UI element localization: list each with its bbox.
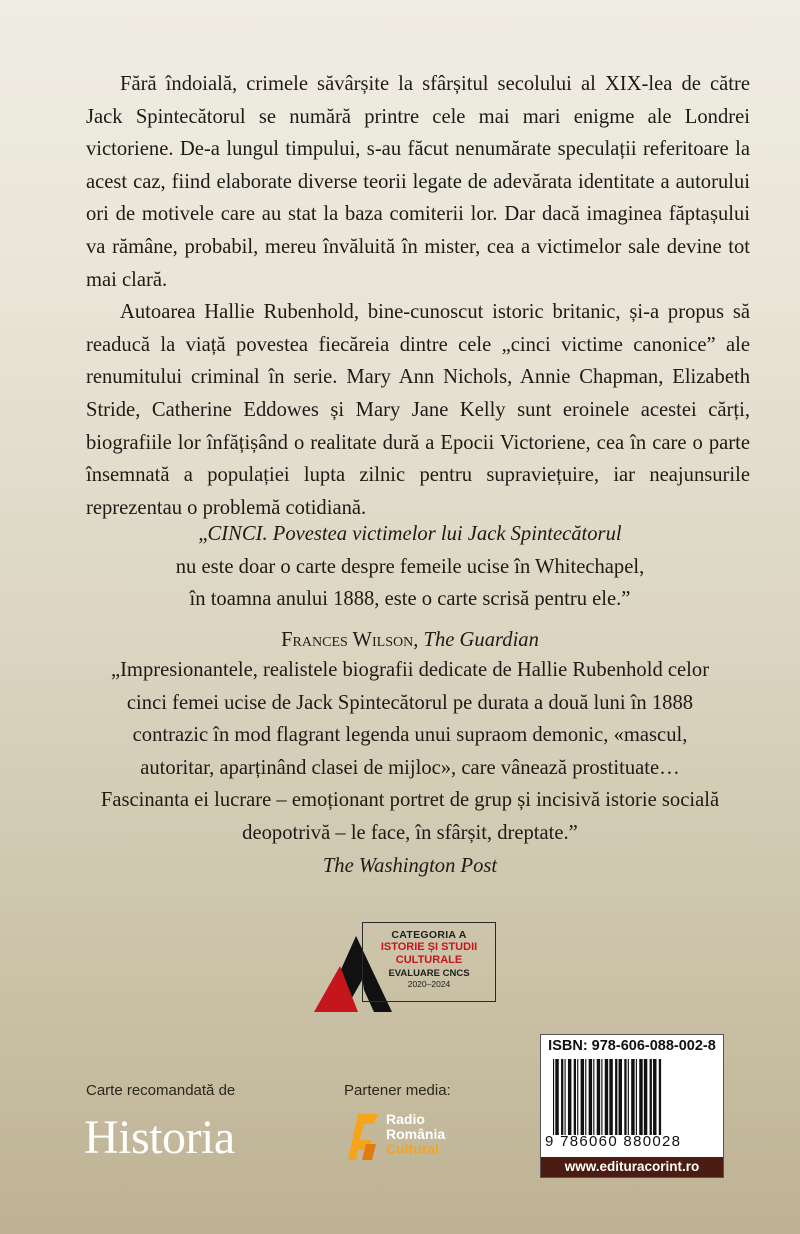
badge-field-1: ISTORIE ȘI STUDII [380,941,478,953]
quote2-line: cinci femei ucise de Jack Spintecătorul pe durata a două luni în 1888 [126,691,694,714]
quote2-line: Fascinanta ei lucrare – emoționant portret de grup și incisivă istorie socială [100,789,720,812]
radio-text [386,1112,445,1157]
quote1-book-title: CINCI. Povestea victimelor lui Jack Spintecătorul [207,523,622,545]
radio-romania-cultural-logo [344,1110,484,1164]
radio-word: Radio [386,1111,425,1127]
badge-field-2: CULTURALE [395,954,463,966]
quote1-open-mark: „ [198,523,208,545]
guardian-quote [80,518,740,656]
category-badge [312,922,512,1018]
quote1-line1 [80,518,740,551]
barcode-panel [540,1034,724,1178]
quote2-line: contrazic în mod flagrant legenda unui supraom demonic, «mascul, [132,724,688,747]
quote2-line: autoritar, aparținând clasei de mijloc», care vânează prostituate… [140,756,680,779]
paragraph-1: Fără îndoială, crimele săvârșite la sfârșitul secolului al XIX-lea de către Jack Spintecătorul se numără printre cele mai mari enigme ale Londrei victoriene. De-a lungul timpului, s-au făcut nenumărate speculații referitoare la acest caz, fiind elaborate diverse teorii legate de adevărata identitate a autorului ori de motivele care au stat la baza comiterii lor. Dar dacă imaginea făptașului va rămâne, probabil, mereu învăluită în mister, cea a victimelor sale devine tot mai clară. [86,73,750,291]
quote1-separator: , [413,628,424,651]
cultural-word: Cultural [386,1141,439,1157]
partner-label: Partener media: [344,1082,451,1099]
quote2-line: deopotrivă – le face, în sfârșit, dreptate.” [242,821,578,844]
quote1-source: The Guardian [423,628,539,651]
paragraph-2: Autoarea Hallie Rubenhold, bine-cunoscut istoric britanic, și-a propus să readucă la viață povestea fiecăreia dintre cele „cinci victime canonice” ale renumitului criminal în serie. Mary Ann Nichols, Annie Chapman, Elizabeth Stride, Catherine Eddowes și Mary Jane Kelly sunt eroinele acestei cărți, biografiile lor înfățișând o realitate dură a Epocii Victoriene, cea în care o parte însemnată a populației lupta zilnic pentru supraviețuire, iar neajunsurile reprezentau o problemă cotidiană. [86,301,750,519]
badge-years: 2020–2024 [407,979,451,989]
quote1-line3: în toamna anului 1888, este o carte scrisă pentru ele.” [189,588,631,611]
badge-evaluation: EVALUARE CNCS [388,968,470,979]
barcode-icon [551,1059,715,1135]
badge-category: CATEGORIA A [391,929,467,941]
quote1-author: Frances Wilson [281,628,414,651]
recommended-label: Carte recomandată de [86,1082,236,1099]
radio-wave-icon [344,1110,384,1162]
quote2-source: The Washington Post [322,854,498,877]
quote1-attribution [80,624,740,657]
category-badge-box [362,922,496,1002]
isbn-label: ISBN: 978-606-088-002-8 [548,1038,716,1054]
romania-word: România [386,1126,446,1142]
quote2-line: „Impresionantele, realistele biografii dedicate de Hallie Rubenhold celor [110,659,710,681]
historia-logo: Historia [84,1111,235,1164]
barcode-digits: 9 786060 880028 [545,1133,682,1150]
publisher-website: www.edituracorint.ro [541,1157,723,1177]
description-text [86,68,750,524]
quote1-line2: nu este doar o carte despre femeile ucise în Whitechapel, [175,555,645,578]
washington-post-quote [70,654,750,882]
